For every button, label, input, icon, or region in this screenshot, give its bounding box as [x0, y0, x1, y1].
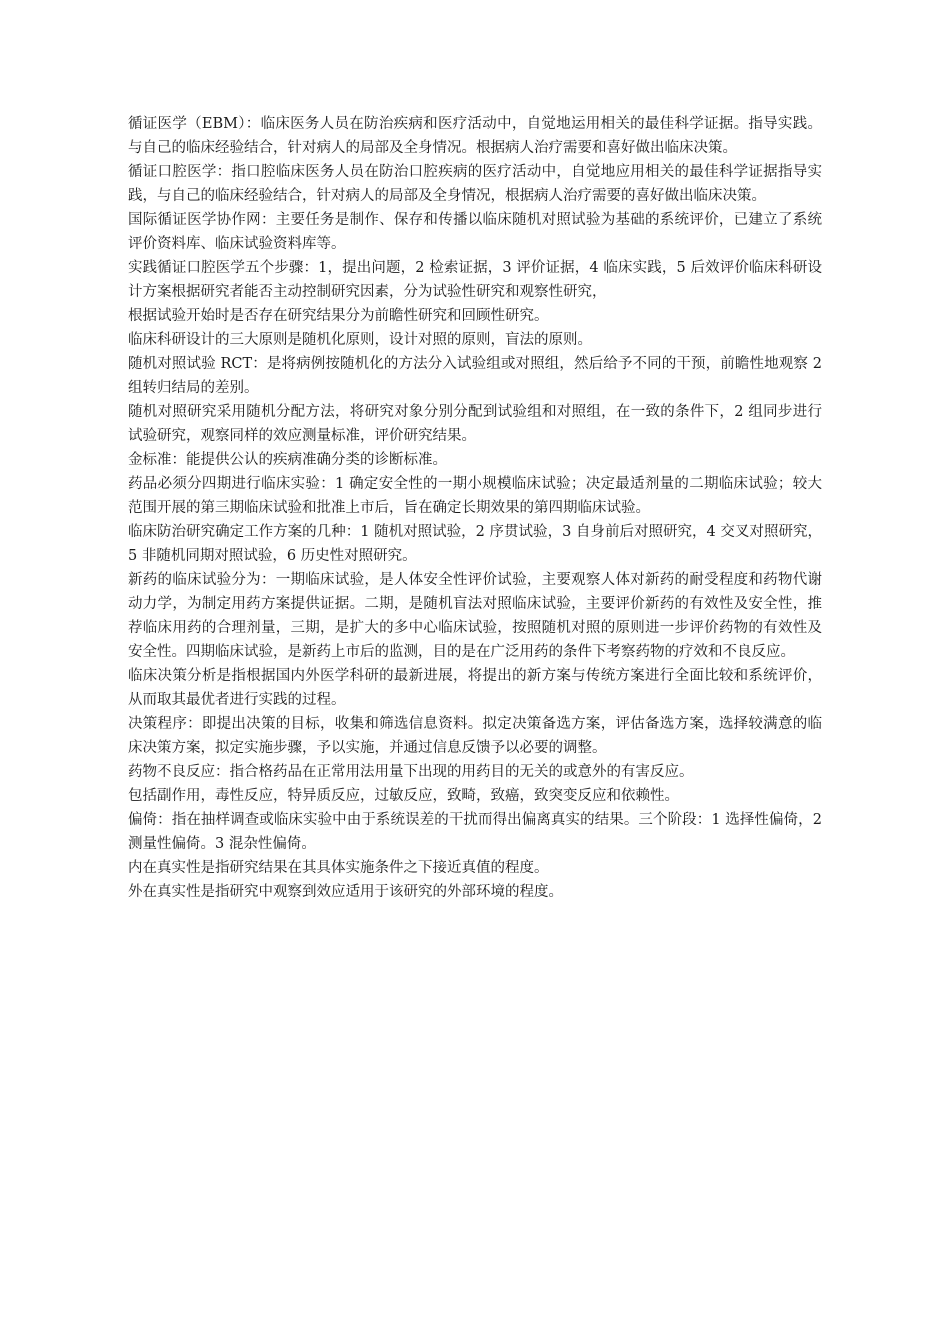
paragraph-adverse-reaction-types: 包括副作用，毒性反应，特异质反应，过敏反应，致畸，致癌，致突变反应和依赖性。	[128, 788, 679, 804]
paragraph-decision-analysis: 临床决策分析是指根据国内外医学科研的最新进展，将提出的新方案与传统方案进行全面比较和系统评价，从而取其最优者进行实践的过程。	[128, 668, 822, 708]
paragraph-adverse-reaction: 药物不良反应：指合格药品在正常用法用量下出现的用药目的无关的或意外的有害反应。	[128, 764, 694, 780]
paragraph-gold-standard: 金标准：能提供公认的疾病准确分类的诊断标准。	[128, 452, 447, 468]
paragraph-new-drug-trials: 新药的临床试验分为：一期临床试验，是人体安全性评价试验，主要观察人体对新药的耐受程度和药物代谢动力学，为制定用药方案提供证据。二期，是随机盲法对照临床试验，主要评价新药的有效性及安全性，推荐临床用药的合理剂量，三期，是扩大的多中心临床试验，按照随机对照的原则进一步评价药物的有效性及安全性。四期临床试验，是新药上市后的监测，目的是在广泛用药的条件下考察药物的疗效和不良反应。	[128, 572, 822, 660]
paragraph-cochrane-collaboration: 国际循证医学协作网：主要任务是制作、保存和传播以临床随机对照试验为基础的系统评价，已建立了系统评价资料库、临床试验资料库等。	[128, 212, 822, 252]
paragraph-internal-validity: 内在真实性是指研究结果在其具体实施条件之下接近真值的程度。	[128, 860, 549, 876]
paragraph-prospective-retrospective: 根据试验开始时是否存在研究结果分为前瞻性研究和回顾性研究。	[128, 308, 549, 324]
paragraph-three-principles: 临床科研设计的三大原则是随机化原则，设计对照的原则，盲法的原则。	[128, 332, 592, 348]
paragraph-randomized-study: 随机对照研究采用随机分配方法，将研究对象分别分配到试验组和对照组，在一致的条件下，2 组同步进行试验研究，观察同样的效应测量标准，评价研究结果。	[128, 404, 822, 444]
paragraph-evidence-based-dentistry: 循证口腔医学：指口腔临床医务人员在防治口腔疾病的医疗活动中，自觉地应用相关的最佳科学证据指导实践，与自己的临床经验结合，针对病人的局部及全身情况，根据病人治疗需要的喜好做出临床决策。	[128, 164, 822, 204]
paragraph-four-phases: 药品必须分四期进行临床实验：1 确定安全性的一期小规模临床试验；决定最适剂量的二期临床试验；较大范围开展的第三期临床试验和批准上市后，旨在确定长期效果的第四期临床试验。	[128, 476, 822, 516]
paragraph-study-designs: 临床防治研究确定工作方案的几种：1 随机对照试验，2 序贯试验，3 自身前后对照研究，4 交叉对照研究，5 非随机同期对照试验，6 历史性对照研究。	[128, 524, 822, 564]
paragraph-external-validity: 外在真实性是指研究中观察到效应适用于该研究的外部环境的程度。	[128, 884, 563, 900]
paragraph-ebm-definition: 循证医学（EBM）：临床医务人员在防治疾病和医疗活动中，自觉地运用相关的最佳科学证据。指导实践。与自己的临床经验结合，针对病人的局部及全身情况。根据病人治疗需要和喜好做出临床决策。	[128, 116, 822, 156]
paragraph-decision-procedure: 决策程序：即提出决策的目标，收集和筛选信息资料。拟定决策备选方案，评估备选方案，选择较满意的临床决策方案，拟定实施步骤，予以实施，并通过信息反馈予以必要的调整。	[128, 716, 822, 756]
paragraph-five-steps: 实践循证口腔医学五个步骤：1，提出问题，2 检索证据，3 评价证据，4 临床实践，5 后效评价临床科研设计方案根据研究者能否主动控制研究因素，分为试验性研究和观察性研究，	[128, 260, 822, 300]
document-body	[128, 112, 822, 904]
paragraph-bias: 偏倚：指在抽样调查或临床实验中由于系统误差的干扰而得出偏离真实的结果。三个阶段：1 选择性偏倚，2 测量性偏倚。3 混杂性偏倚。	[128, 812, 822, 852]
paragraph-rct-definition: 随机对照试验 RCT：是将病例按随机化的方法分入试验组或对照组，然后给予不同的干预，前瞻性地观察 2 组转归结局的差别。	[128, 356, 822, 396]
